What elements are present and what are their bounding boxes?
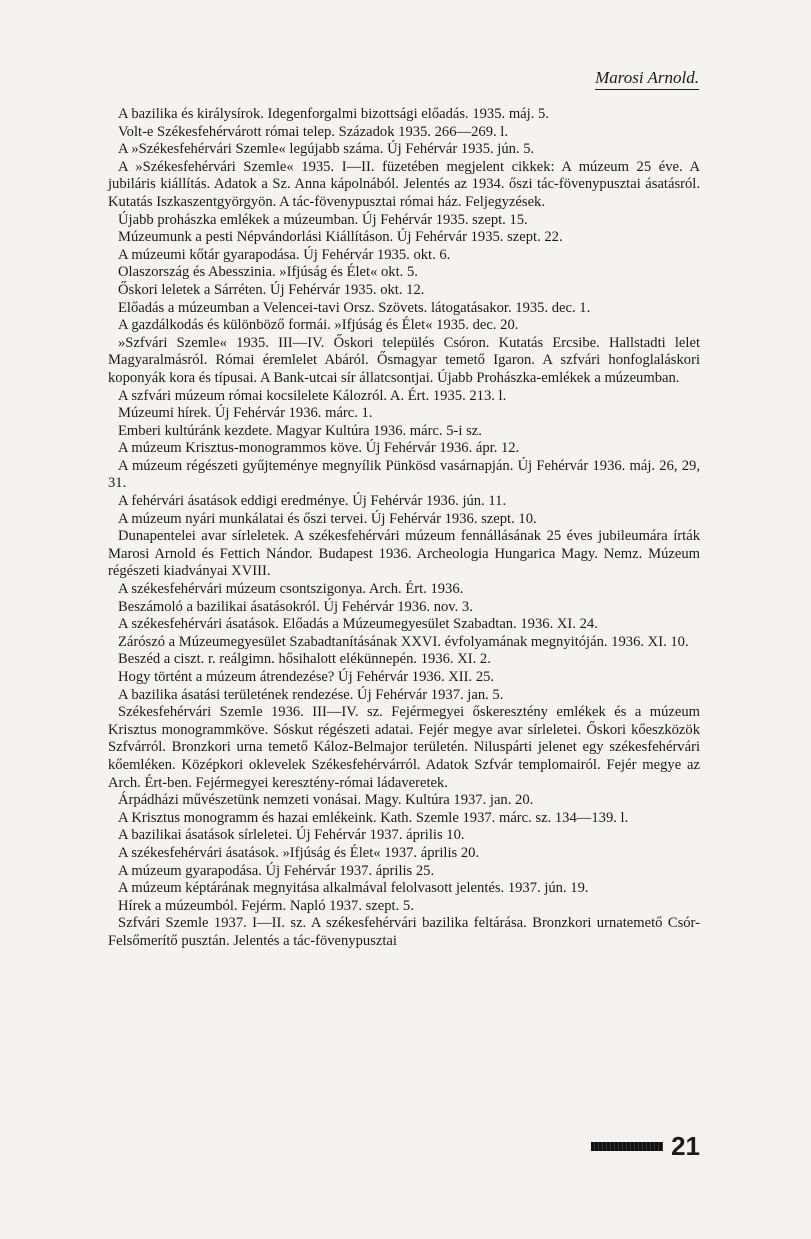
entry: Őskori leletek a Sárréten. Új Fehérvár 1935. okt. 12. bbox=[118, 281, 425, 298]
entry: Újabb prohászka emlékek a múzeumban. Új Fehérvár 1935. szept. 15. bbox=[118, 211, 528, 228]
entry: Múzeumi hírek. Új Fehérvár 1936. márc. 1. bbox=[118, 405, 373, 422]
running-header: Marosi Arnold. bbox=[595, 68, 699, 90]
entry: A Krisztus monogramm és hazai emlékeink. Kath. Szemle 1937. márc. sz. 134—139. l. bbox=[118, 809, 629, 826]
footer-rule bbox=[591, 1142, 663, 1151]
entry: Előadás a múzeumban a Velencei-tavi Orsz. Szövets. látogatásakor. 1935. dec. 1. bbox=[118, 299, 591, 316]
page-number: 21 bbox=[671, 1131, 700, 1161]
entry: A múzeum képtárának megnyitása alkalmával felolvasott jelentés. 1937. jún. 19. bbox=[118, 880, 589, 897]
entry: Dunapentelei avar sírleletek. A székesfehérvári múzeum fennállásának 25 éves jubileumára írták Marosi Arnold és Fettich Nándor. Budapest 1936. Archeologia Hungarica Magy. Nemz. Múzeum régészeti kiadványai XVIII. bbox=[108, 528, 700, 580]
entry: A múzeum régészeti gyűjteménye megnyílik Pünkösd vasárnapján. Új Fehérvár 1936. máj. 26, 29, 31. bbox=[108, 457, 700, 492]
entry: A székesfehérvári ásatások. »Ifjúság és Élet« 1937. április 20. bbox=[118, 844, 480, 861]
entry: A székesfehérvári múzeum csontszigonya. Arch. Ért. 1936. bbox=[118, 581, 464, 598]
entry: A szfvári múzeum római kocsilelete Kálozról. A. Ért. 1935. 213. l. bbox=[118, 387, 507, 404]
entry: A székesfehérvári ásatások. Előadás a Múzeumegyesület Szabadtan. 1936. XI. 24. bbox=[118, 616, 598, 633]
entry: A múzeum nyári munkálatai és őszi tervei. Új Fehérvár 1936. szept. 10. bbox=[118, 510, 537, 527]
entry: Székesfehérvári Szemle 1936. III—IV. sz. Fejérmegyei őskeresztény emlékek és a múzeum Krisztus monogrammköve. Sóskut régészeti adatai. Fejér megye avar sírleletei. Őskori kőeszközök Szfvárról. Bronzkori urna temető Káloz-Belmajor területén. Niluspárti jelenet egy székesfehérvári kőemléken. Középkori oklevelek Székesfehérvárról. Adatok Szfvár templomairól. Fejér megye az Arch. Ért-ben. Fejérmegyei keresztény-római ládaveretek. bbox=[108, 704, 700, 791]
page-footer bbox=[591, 1133, 700, 1159]
entry: Zárószó a Múzeumegyesület Szabadtanításának XXVI. évfolyamának megnyitóján. 1936. XI. 10. bbox=[118, 633, 689, 650]
entry: A fehérvári ásatások eddigi eredménye. Új Fehérvár 1936. jún. 11. bbox=[118, 493, 507, 510]
entry: A bazilika és királysírok. Idegenforgalmi bizottsági előadás. 1935. máj. 5. bbox=[118, 106, 549, 122]
entry: Beszéd a ciszt. r. reálgimn. hősihalott elékünnepén. 1936. XI. 2. bbox=[118, 651, 491, 668]
entry: »Szfvári Szemle« 1935. III—IV. Őskori település Csóron. Kutatás Ercsibe. Hallstadti lelet Magyaralmásról. Római éremlelet Abáról. Ősmagyar temető Igaron. A szfvári honfoglaláskori koponyák kora és típusai. A Bank-utcai sír állatcsontjai. Újabb Prohászka-emlékek a múzeumban. bbox=[108, 334, 700, 386]
entry: Emberi kultúránk kezdete. Magyar Kultúra 1936. márc. 5-i sz. bbox=[118, 422, 482, 439]
entry: A bazilikai ásatások sírleletei. Új Fehérvár 1937. április 10. bbox=[118, 827, 465, 844]
entry: Szfvári Szemle 1937. I—II. sz. A székesfehérvári bazilika feltárása. Bronzkori urnatemető Csór-Felsőmerítő pusztán. Jelentés a tác-fövenypusztai bbox=[108, 915, 700, 949]
bibliography-list bbox=[108, 106, 700, 951]
entry: A gazdálkodás és különböző formái. »Ifjúság és Élet« 1935. dec. 20. bbox=[118, 317, 519, 334]
entry: A múzeum Krisztus-monogrammos köve. Új Fehérvár 1936. ápr. 12. bbox=[118, 440, 520, 457]
entry: Hogy történt a múzeum átrendezése? Új Fehérvár 1936. XII. 25. bbox=[118, 669, 495, 685]
entry: Árpádházi művészetünk nemzeti vonásai. Magy. Kultúra 1937. jan. 20. bbox=[118, 792, 534, 809]
entry: A »Székesfehérvári Szemle« 1935. I—II. füzetében megjelent cikkek: A múzeum 25 éve. A jubiláris kiállítás. Adatok a Sz. Anna kápolnából. Jelentés az 1934. őszi tác-fövenypusztai ásatásról. Kutatás Iszkaszentgyörgyön. A tác-fövenypusztai római ház. Feljegyzések. bbox=[108, 158, 700, 210]
entry: A múzeumi kőtár gyarapodása. Új Fehérvár 1935. okt. 6. bbox=[118, 246, 451, 263]
entry: Múzeumunk a pesti Népvándorlási Kiállításon. Új Fehérvár 1935. szept. 22. bbox=[118, 229, 563, 246]
entry: Olaszország és Abesszinia. »Ifjúság és Élet« okt. 5. bbox=[118, 264, 418, 281]
entry: Beszámoló a bazilikai ásatásokról. Új Fehérvár 1936. nov. 3. bbox=[118, 598, 473, 615]
entry: A bazilika ásatási területének rendezése. Új Fehérvár 1937. jan. 5. bbox=[118, 686, 504, 703]
entry: A »Székesfehérvári Szemle« legújabb száma. Új Fehérvár 1935. jún. 5. bbox=[118, 141, 535, 158]
entry: Hírek a múzeumból. Fejérm. Napló 1937. szept. 5. bbox=[118, 897, 414, 914]
entry: Volt-e Székesfehérvárott római telep. Századok 1935. 266—269. l. bbox=[118, 123, 509, 140]
entry: A múzeum gyarapodása. Új Fehérvár 1937. április 25. bbox=[118, 862, 435, 879]
